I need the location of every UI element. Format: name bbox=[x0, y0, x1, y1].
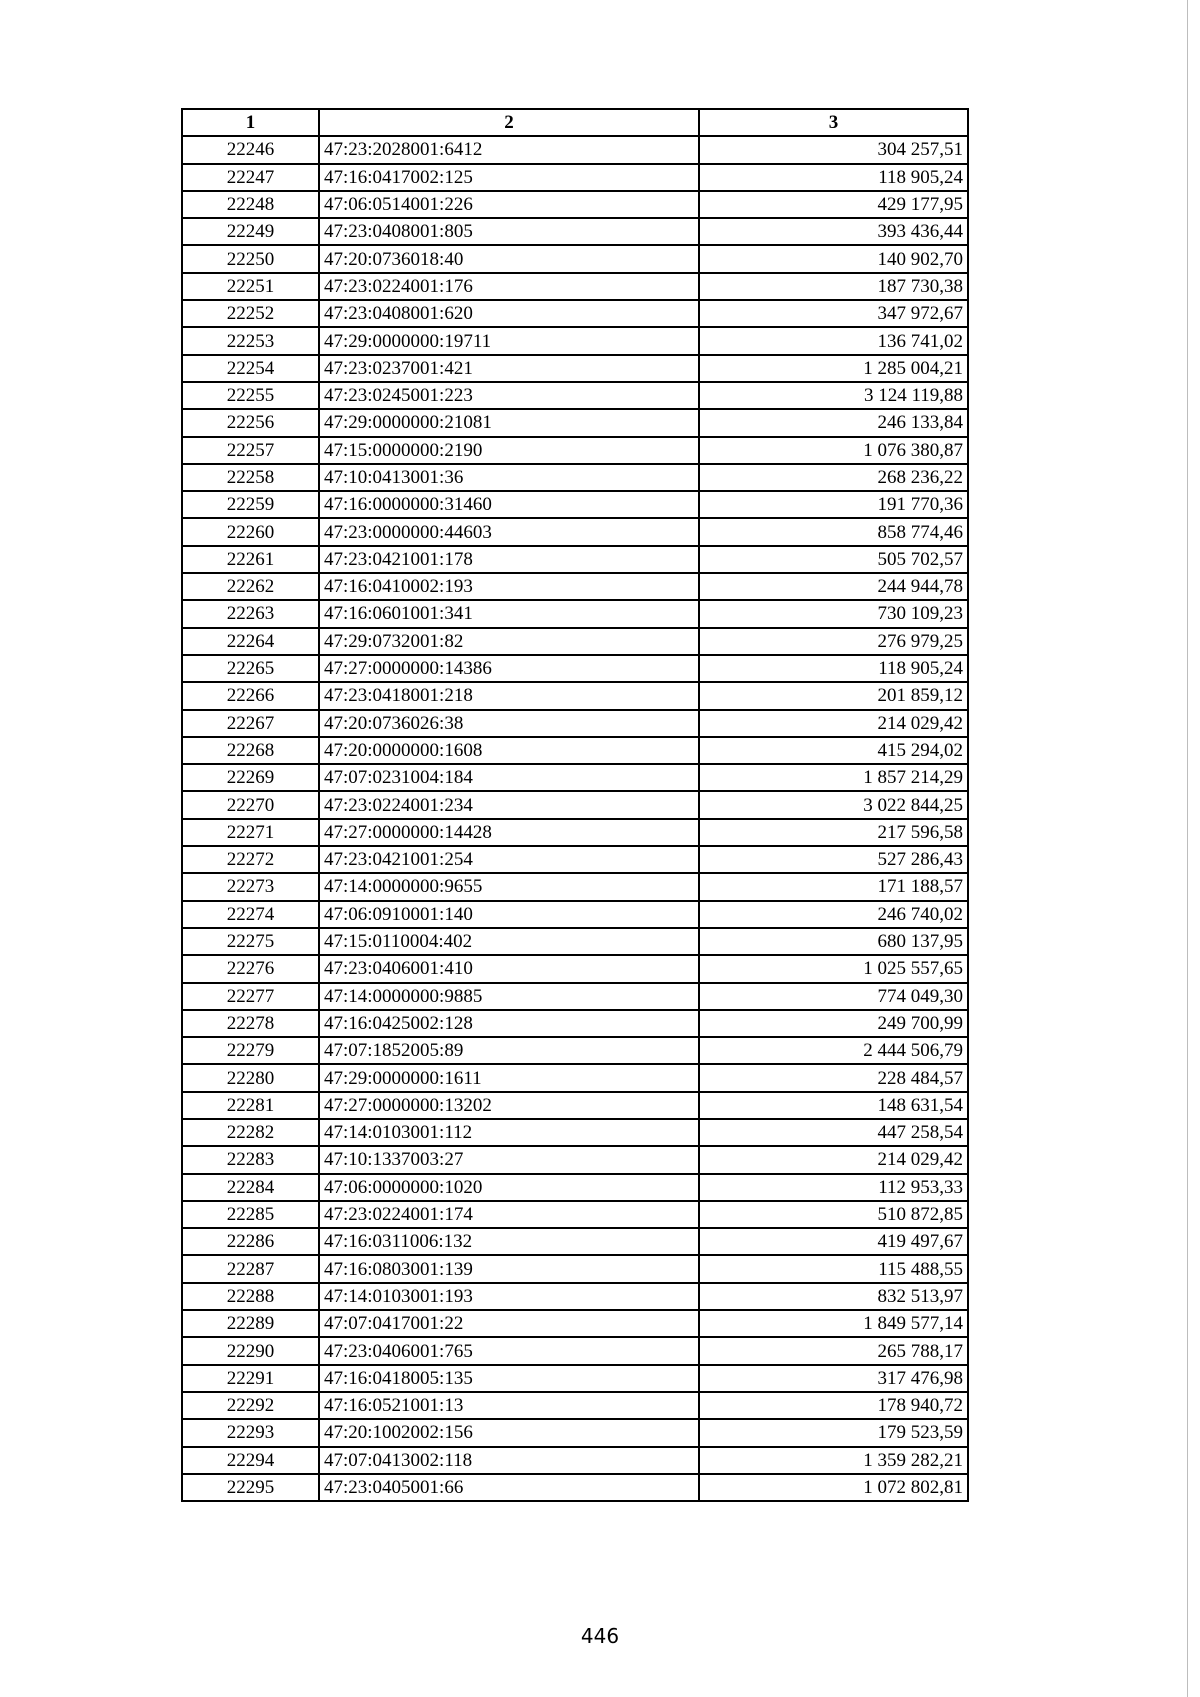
table-row bbox=[182, 737, 968, 764]
row-number-cell: 22283 bbox=[182, 1146, 319, 1173]
cadastral-number-cell: 47:23:0421001:254 bbox=[319, 846, 699, 873]
cadastral-value-cell: 3 124 119,88 bbox=[699, 382, 968, 409]
cadastral-value-table bbox=[181, 108, 969, 1502]
table-row bbox=[182, 164, 968, 191]
row-number-cell: 22258 bbox=[182, 464, 319, 491]
cadastral-number-cell: 47:16:0410002:193 bbox=[319, 573, 699, 600]
row-number-cell: 22251 bbox=[182, 273, 319, 300]
cadastral-value-cell: 858 774,46 bbox=[699, 518, 968, 545]
cadastral-value-cell: 447 258,54 bbox=[699, 1119, 968, 1146]
cadastral-value-cell: 429 177,95 bbox=[699, 191, 968, 218]
cadastral-value-cell: 304 257,51 bbox=[699, 136, 968, 163]
table-body bbox=[182, 136, 968, 1501]
cadastral-number-cell: 47:27:0000000:14386 bbox=[319, 655, 699, 682]
table-row bbox=[182, 382, 968, 409]
cadastral-number-cell: 47:14:0000000:9655 bbox=[319, 873, 699, 900]
cadastral-number-cell: 47:29:0000000:21081 bbox=[319, 409, 699, 436]
row-number-cell: 22259 bbox=[182, 491, 319, 518]
row-number-cell: 22276 bbox=[182, 955, 319, 982]
table-row bbox=[182, 955, 968, 982]
cadastral-number-cell: 47:07:0417001:22 bbox=[319, 1310, 699, 1337]
cadastral-value-cell: 276 979,25 bbox=[699, 628, 968, 655]
table-row bbox=[182, 1010, 968, 1037]
row-number-cell: 22274 bbox=[182, 901, 319, 928]
cadastral-number-cell: 47:23:0408001:620 bbox=[319, 300, 699, 327]
row-number-cell: 22261 bbox=[182, 546, 319, 573]
cadastral-value-cell: 228 484,57 bbox=[699, 1064, 968, 1091]
row-number-cell: 22275 bbox=[182, 928, 319, 955]
row-number-cell: 22294 bbox=[182, 1447, 319, 1474]
column-header-1: 1 bbox=[182, 109, 319, 136]
table-row bbox=[182, 1310, 968, 1337]
cadastral-number-cell: 47:07:0413002:118 bbox=[319, 1447, 699, 1474]
cadastral-value-cell: 680 137,95 bbox=[699, 928, 968, 955]
page-edge-divider bbox=[1187, 0, 1188, 1697]
cadastral-number-cell: 47:14:0000000:9885 bbox=[319, 983, 699, 1010]
row-number-cell: 22289 bbox=[182, 1310, 319, 1337]
cadastral-value-cell: 3 022 844,25 bbox=[699, 791, 968, 818]
cadastral-value-cell: 179 523,59 bbox=[699, 1419, 968, 1446]
row-number-cell: 22293 bbox=[182, 1419, 319, 1446]
row-number-cell: 22285 bbox=[182, 1201, 319, 1228]
row-number-cell: 22247 bbox=[182, 164, 319, 191]
header-row bbox=[182, 109, 968, 136]
cadastral-number-cell: 47:23:0224001:174 bbox=[319, 1201, 699, 1228]
cadastral-number-cell: 47:20:0000000:1608 bbox=[319, 737, 699, 764]
table-row bbox=[182, 819, 968, 846]
cadastral-value-cell: 1 857 214,29 bbox=[699, 764, 968, 791]
row-number-cell: 22279 bbox=[182, 1037, 319, 1064]
table-row bbox=[182, 600, 968, 627]
cadastral-number-cell: 47:15:0110004:402 bbox=[319, 928, 699, 955]
row-number-cell: 22288 bbox=[182, 1283, 319, 1310]
row-number-cell: 22277 bbox=[182, 983, 319, 1010]
cadastral-value-cell: 246 133,84 bbox=[699, 409, 968, 436]
cadastral-number-cell: 47:16:0601001:341 bbox=[319, 600, 699, 627]
row-number-cell: 22267 bbox=[182, 710, 319, 737]
row-number-cell: 22290 bbox=[182, 1337, 319, 1364]
row-number-cell: 22287 bbox=[182, 1255, 319, 1282]
cadastral-value-cell: 265 788,17 bbox=[699, 1337, 968, 1364]
cadastral-value-cell: 148 631,54 bbox=[699, 1092, 968, 1119]
cadastral-value-cell: 118 905,24 bbox=[699, 655, 968, 682]
row-number-cell: 22272 bbox=[182, 846, 319, 873]
row-number-cell: 22266 bbox=[182, 682, 319, 709]
row-number-cell: 22295 bbox=[182, 1474, 319, 1501]
cadastral-number-cell: 47:23:0224001:234 bbox=[319, 791, 699, 818]
cadastral-value-cell: 246 740,02 bbox=[699, 901, 968, 928]
row-number-cell: 22284 bbox=[182, 1174, 319, 1201]
row-number-cell: 22265 bbox=[182, 655, 319, 682]
table-row bbox=[182, 464, 968, 491]
cadastral-number-cell: 47:10:0413001:36 bbox=[319, 464, 699, 491]
table-row bbox=[182, 327, 968, 354]
cadastral-value-cell: 393 436,44 bbox=[699, 218, 968, 245]
table-row bbox=[182, 437, 968, 464]
cadastral-value-cell: 1 076 380,87 bbox=[699, 437, 968, 464]
cadastral-number-cell: 47:23:0421001:178 bbox=[319, 546, 699, 573]
row-number-cell: 22291 bbox=[182, 1365, 319, 1392]
cadastral-number-cell: 47:29:0000000:1611 bbox=[319, 1064, 699, 1091]
cadastral-value-cell: 730 109,23 bbox=[699, 600, 968, 627]
table-row bbox=[182, 764, 968, 791]
cadastral-value-cell: 112 953,33 bbox=[699, 1174, 968, 1201]
cadastral-value-cell: 214 029,42 bbox=[699, 710, 968, 737]
cadastral-value-cell: 187 730,38 bbox=[699, 273, 968, 300]
cadastral-number-cell: 47:23:0408001:805 bbox=[319, 218, 699, 245]
cadastral-number-cell: 47:23:0237001:421 bbox=[319, 355, 699, 382]
cadastral-value-cell: 347 972,67 bbox=[699, 300, 968, 327]
row-number-cell: 22280 bbox=[182, 1064, 319, 1091]
cadastral-number-cell: 47:23:0000000:44603 bbox=[319, 518, 699, 545]
cadastral-value-cell: 832 513,97 bbox=[699, 1283, 968, 1310]
cadastral-number-cell: 47:23:0245001:223 bbox=[319, 382, 699, 409]
row-number-cell: 22252 bbox=[182, 300, 319, 327]
cadastral-number-cell: 47:20:0736026:38 bbox=[319, 710, 699, 737]
cadastral-value-cell: 505 702,57 bbox=[699, 546, 968, 573]
row-number-cell: 22253 bbox=[182, 327, 319, 354]
cadastral-number-cell: 47:16:0418005:135 bbox=[319, 1365, 699, 1392]
cadastral-value-cell: 140 902,70 bbox=[699, 245, 968, 272]
cadastral-number-cell: 47:10:1337003:27 bbox=[319, 1146, 699, 1173]
table-row bbox=[182, 245, 968, 272]
cadastral-number-cell: 47:23:0418001:218 bbox=[319, 682, 699, 709]
cadastral-value-cell: 1 285 004,21 bbox=[699, 355, 968, 382]
cadastral-value-cell: 268 236,22 bbox=[699, 464, 968, 491]
cadastral-value-cell: 510 872,85 bbox=[699, 1201, 968, 1228]
cadastral-number-cell: 47:29:0000000:19711 bbox=[319, 327, 699, 354]
table-row bbox=[182, 1146, 968, 1173]
table-row bbox=[182, 1228, 968, 1255]
cadastral-value-cell: 2 444 506,79 bbox=[699, 1037, 968, 1064]
cadastral-value-cell: 249 700,99 bbox=[699, 1010, 968, 1037]
cadastral-value-cell: 419 497,67 bbox=[699, 1228, 968, 1255]
table-row bbox=[182, 136, 968, 163]
cadastral-value-cell: 317 476,98 bbox=[699, 1365, 968, 1392]
cadastral-number-cell: 47:16:0521001:13 bbox=[319, 1392, 699, 1419]
cadastral-value-cell: 115 488,55 bbox=[699, 1255, 968, 1282]
cadastral-number-cell: 47:06:0910001:140 bbox=[319, 901, 699, 928]
table-row bbox=[182, 655, 968, 682]
table-row bbox=[182, 682, 968, 709]
table-row bbox=[182, 983, 968, 1010]
cadastral-value-cell: 214 029,42 bbox=[699, 1146, 968, 1173]
table-row bbox=[182, 1419, 968, 1446]
cadastral-number-cell: 47:06:0514001:226 bbox=[319, 191, 699, 218]
row-number-cell: 22263 bbox=[182, 600, 319, 627]
row-number-cell: 22264 bbox=[182, 628, 319, 655]
cadastral-number-cell: 47:16:0803001:139 bbox=[319, 1255, 699, 1282]
table-row bbox=[182, 791, 968, 818]
cadastral-number-cell: 47:20:0736018:40 bbox=[319, 245, 699, 272]
table-row bbox=[182, 409, 968, 436]
table-row bbox=[182, 710, 968, 737]
cadastral-number-cell: 47:16:0425002:128 bbox=[319, 1010, 699, 1037]
column-header-2: 2 bbox=[319, 109, 699, 136]
table-row bbox=[182, 846, 968, 873]
cadastral-value-cell: 244 944,78 bbox=[699, 573, 968, 600]
row-number-cell: 22271 bbox=[182, 819, 319, 846]
cadastral-number-cell: 47:16:0417002:125 bbox=[319, 164, 699, 191]
table-row bbox=[182, 1255, 968, 1282]
table-row bbox=[182, 1392, 968, 1419]
cadastral-number-cell: 47:27:0000000:13202 bbox=[319, 1092, 699, 1119]
table-row bbox=[182, 901, 968, 928]
cadastral-value-cell: 201 859,12 bbox=[699, 682, 968, 709]
table-header bbox=[182, 109, 968, 136]
table-row bbox=[182, 1365, 968, 1392]
cadastral-value-cell: 1 025 557,65 bbox=[699, 955, 968, 982]
table-row bbox=[182, 628, 968, 655]
row-number-cell: 22256 bbox=[182, 409, 319, 436]
row-number-cell: 22260 bbox=[182, 518, 319, 545]
table-row bbox=[182, 1037, 968, 1064]
table-row bbox=[182, 546, 968, 573]
table-row bbox=[182, 1337, 968, 1364]
cadastral-number-cell: 47:23:2028001:6412 bbox=[319, 136, 699, 163]
cadastral-number-cell: 47:07:0231004:184 bbox=[319, 764, 699, 791]
table-row bbox=[182, 873, 968, 900]
row-number-cell: 22248 bbox=[182, 191, 319, 218]
cadastral-number-cell: 47:06:0000000:1020 bbox=[319, 1174, 699, 1201]
cadastral-number-cell: 47:14:0103001:112 bbox=[319, 1119, 699, 1146]
cadastral-number-cell: 47:27:0000000:14428 bbox=[319, 819, 699, 846]
table-row bbox=[182, 1283, 968, 1310]
table-row bbox=[182, 1201, 968, 1228]
row-number-cell: 22270 bbox=[182, 791, 319, 818]
row-number-cell: 22269 bbox=[182, 764, 319, 791]
table-row bbox=[182, 1174, 968, 1201]
row-number-cell: 22257 bbox=[182, 437, 319, 464]
cadastral-number-cell: 47:20:1002002:156 bbox=[319, 1419, 699, 1446]
row-number-cell: 22286 bbox=[182, 1228, 319, 1255]
cadastral-value-cell: 1 849 577,14 bbox=[699, 1310, 968, 1337]
table-row bbox=[182, 355, 968, 382]
table-row bbox=[182, 273, 968, 300]
cadastral-number-cell: 47:14:0103001:193 bbox=[319, 1283, 699, 1310]
row-number-cell: 22281 bbox=[182, 1092, 319, 1119]
row-number-cell: 22268 bbox=[182, 737, 319, 764]
row-number-cell: 22255 bbox=[182, 382, 319, 409]
cadastral-number-cell: 47:23:0406001:410 bbox=[319, 955, 699, 982]
table-row bbox=[182, 518, 968, 545]
cadastral-number-cell: 47:07:1852005:89 bbox=[319, 1037, 699, 1064]
table-row bbox=[182, 1119, 968, 1146]
row-number-cell: 22249 bbox=[182, 218, 319, 245]
cadastral-number-cell: 47:16:0000000:31460 bbox=[319, 491, 699, 518]
cadastral-value-cell: 527 286,43 bbox=[699, 846, 968, 873]
cadastral-value-cell: 191 770,36 bbox=[699, 491, 968, 518]
cadastral-number-cell: 47:23:0406001:765 bbox=[319, 1337, 699, 1364]
row-number-cell: 22273 bbox=[182, 873, 319, 900]
table-row bbox=[182, 1092, 968, 1119]
cadastral-number-cell: 47:23:0405001:66 bbox=[319, 1474, 699, 1501]
cadastral-value-cell: 171 188,57 bbox=[699, 873, 968, 900]
cadastral-number-cell: 47:16:0311006:132 bbox=[319, 1228, 699, 1255]
table-row bbox=[182, 1474, 968, 1501]
row-number-cell: 22250 bbox=[182, 245, 319, 272]
cadastral-value-cell: 136 741,02 bbox=[699, 327, 968, 354]
table-row bbox=[182, 573, 968, 600]
row-number-cell: 22292 bbox=[182, 1392, 319, 1419]
table-row bbox=[182, 191, 968, 218]
row-number-cell: 22254 bbox=[182, 355, 319, 382]
cadastral-value-cell: 415 294,02 bbox=[699, 737, 968, 764]
cadastral-value-cell: 217 596,58 bbox=[699, 819, 968, 846]
table-row bbox=[182, 928, 968, 955]
table-row bbox=[182, 1447, 968, 1474]
table-row bbox=[182, 300, 968, 327]
row-number-cell: 22262 bbox=[182, 573, 319, 600]
cadastral-value-cell: 1 359 282,21 bbox=[699, 1447, 968, 1474]
table-row bbox=[182, 491, 968, 518]
page-number: 446 bbox=[580, 1624, 620, 1648]
row-number-cell: 22246 bbox=[182, 136, 319, 163]
row-number-cell: 22282 bbox=[182, 1119, 319, 1146]
column-header-3: 3 bbox=[699, 109, 968, 136]
table-row bbox=[182, 218, 968, 245]
row-number-cell: 22278 bbox=[182, 1010, 319, 1037]
table-row bbox=[182, 1064, 968, 1091]
cadastral-value-cell: 118 905,24 bbox=[699, 164, 968, 191]
cadastral-number-cell: 47:29:0732001:82 bbox=[319, 628, 699, 655]
cadastral-value-cell: 178 940,72 bbox=[699, 1392, 968, 1419]
cadastral-number-cell: 47:23:0224001:176 bbox=[319, 273, 699, 300]
cadastral-value-cell: 1 072 802,81 bbox=[699, 1474, 968, 1501]
cadastral-value-cell: 774 049,30 bbox=[699, 983, 968, 1010]
cadastral-number-cell: 47:15:0000000:2190 bbox=[319, 437, 699, 464]
